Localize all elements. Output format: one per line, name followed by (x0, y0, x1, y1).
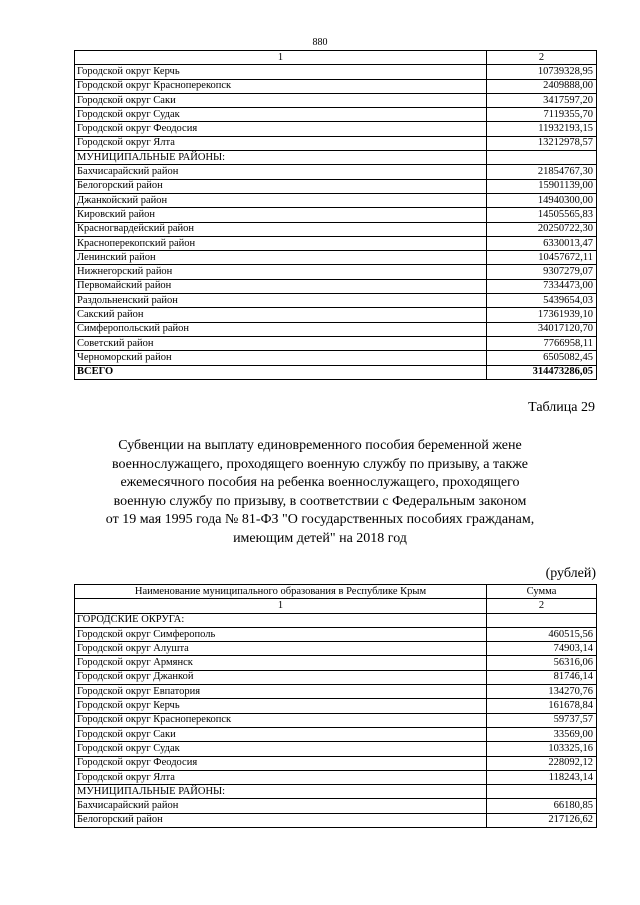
column-number-2: 2 (487, 51, 597, 65)
header-sum: Сумма (487, 585, 597, 599)
table-row (75, 108, 597, 122)
amount-value: 134270,76 (487, 685, 597, 699)
table-row (75, 236, 597, 250)
amount-value: 21854767,30 (487, 165, 597, 179)
table-row (75, 208, 597, 222)
amount-value: 10739328,95 (487, 65, 597, 79)
amount-value: 11932193,15 (487, 122, 597, 136)
amount-value: 14940300,00 (487, 193, 597, 207)
table-row (75, 813, 597, 827)
table-row (75, 308, 597, 322)
amount-value: 103325,16 (487, 742, 597, 756)
amount-value: 17361939,10 (487, 308, 597, 322)
table-row (75, 742, 597, 756)
amount-value: 56316,06 (487, 656, 597, 670)
amount-value: 2409888,00 (487, 79, 597, 93)
amount-value: 161678,84 (487, 699, 597, 713)
table-row (75, 351, 597, 365)
table-title (80, 437, 560, 548)
municipality-name: Городской округ Евпатория (75, 685, 487, 699)
municipality-name: Первомайский район (75, 279, 487, 293)
table-row (75, 685, 597, 699)
amount-value: 66180,85 (487, 799, 597, 813)
municipality-name: Городской округ Ялта (75, 136, 487, 150)
title-line: ежемесячного пособия на ребенка военнослужащего, проходящего (120, 475, 520, 490)
municipality-name: Городской округ Саки (75, 93, 487, 107)
municipality-name: Городской округ Керчь (75, 699, 487, 713)
amount-value: 13212978,57 (487, 136, 597, 150)
title-line: военнослужащего, проходящего военную службу по призыву, а также (112, 456, 528, 472)
table-row (75, 336, 597, 350)
municipality-name: Черноморский район (75, 351, 487, 365)
table-row (75, 770, 597, 784)
amount-value: 9307279,07 (487, 265, 597, 279)
municipality-name: Городской округ Алушта (75, 642, 487, 656)
municipality-name: Городской округ Саки (75, 727, 487, 741)
amount-value: 20250722,30 (487, 222, 597, 236)
table-row (75, 642, 597, 656)
table-row (75, 785, 597, 799)
title-line: военную службу по призыву, в соответствии с Федеральным законом (113, 493, 527, 509)
municipality-name: Бахчисарайский район (75, 165, 487, 179)
table-row (75, 699, 597, 713)
table-row (75, 727, 597, 741)
amount-value: 118243,14 (487, 770, 597, 784)
amount-value: 14505565,83 (487, 208, 597, 222)
table-row (75, 179, 597, 193)
municipality-name: ГОРОДСКИЕ ОКРУГА: (75, 613, 487, 627)
table-row (75, 279, 597, 293)
table-row (75, 193, 597, 207)
subsidy-table-29 (74, 584, 597, 828)
municipality-name: Раздольненский район (75, 294, 487, 308)
subsidy-table-continued (74, 50, 597, 380)
municipality-name: Городской округ Судак (75, 108, 487, 122)
column-number-row (75, 599, 597, 613)
table-row (75, 251, 597, 265)
header-row (75, 585, 597, 599)
municipality-name: Городской округ Симферополь (75, 627, 487, 641)
municipality-name: Советский район (75, 336, 487, 350)
municipality-name: Городской округ Джанкой (75, 670, 487, 684)
table-row (75, 65, 597, 79)
total-value: 314473286,05 (487, 365, 597, 379)
table-row (75, 656, 597, 670)
municipality-name: Городской округ Судак (75, 742, 487, 756)
total-row (75, 365, 597, 379)
municipality-name: Ленинский район (75, 251, 487, 265)
municipality-name: Сакский район (75, 308, 487, 322)
table-row (75, 294, 597, 308)
amount-value: 460515,56 (487, 627, 597, 641)
municipality-name: Красноперекопский район (75, 236, 487, 250)
amount-value: 7334473,00 (487, 279, 597, 293)
title-line: имеющим детей" на 2018 год (233, 530, 407, 546)
municipality-name: Городской округ Красноперекопск (75, 713, 487, 727)
table-row (75, 122, 597, 136)
amount-value: 7766958,11 (487, 336, 597, 350)
table-row (75, 613, 597, 627)
amount-value: 59737,57 (487, 713, 597, 727)
amount-value: 74903,14 (487, 642, 597, 656)
municipality-name: Джанкойский район (75, 193, 487, 207)
municipality-name: Бахчисарайский район (75, 799, 487, 813)
table-row (75, 322, 597, 336)
column-number-1: 1 (75, 51, 487, 65)
amount-value (487, 785, 597, 799)
amount-value: 6505082,45 (487, 351, 597, 365)
table-row (75, 265, 597, 279)
amount-value: 33569,00 (487, 727, 597, 741)
table-row (75, 136, 597, 150)
municipality-name: Городской округ Керчь (75, 65, 487, 79)
table-row (75, 222, 597, 236)
column-number-2: 2 (487, 599, 597, 613)
municipality-name: Городской округ Ялта (75, 770, 487, 784)
amount-value: 217126,62 (487, 813, 597, 827)
column-number-row (75, 51, 597, 65)
unit-label: (рублей) (545, 566, 596, 581)
table-row (75, 151, 597, 165)
title-line: Субвенции на выплату единовременного пособия беременной жене (118, 438, 522, 453)
title-line: от 19 мая 1995 года № 81-ФЗ "О государственных пособиях гражданам, (105, 512, 535, 527)
column-number-1: 1 (75, 599, 487, 613)
table-row (75, 79, 597, 93)
municipality-name: Городской округ Феодосия (75, 756, 487, 770)
amount-value (487, 613, 597, 627)
amount-value: 5439654,03 (487, 294, 597, 308)
page-number: 880 (312, 37, 328, 48)
municipality-name: Городской округ Красноперекопск (75, 79, 487, 93)
amount-value: 34017120,70 (487, 322, 597, 336)
table-row (75, 627, 597, 641)
municipality-name: Кировский район (75, 208, 487, 222)
amount-value: 3417597,20 (487, 93, 597, 107)
table-row (75, 799, 597, 813)
amount-value: 15901139,00 (487, 179, 597, 193)
amount-value: 6330013,47 (487, 236, 597, 250)
amount-value: 10457672,11 (487, 251, 597, 265)
table-row (75, 713, 597, 727)
table-row (75, 93, 597, 107)
table-row (75, 165, 597, 179)
amount-value: 7119355,70 (487, 108, 597, 122)
amount-value (487, 151, 597, 165)
municipality-name: Красногвардейский район (75, 222, 487, 236)
municipality-name: Белогорский район (75, 813, 487, 827)
header-name: Наименование муниципального образования в Республике Крым (75, 585, 487, 599)
amount-value: 81746,14 (487, 670, 597, 684)
municipality-name: Белогорский район (75, 179, 487, 193)
municipality-name: Городской округ Армянск (75, 656, 487, 670)
total-label: ВСЕГО (75, 365, 487, 379)
municipality-name: МУНИЦИПАЛЬНЫЕ РАЙОНЫ: (75, 785, 487, 799)
municipality-name: Нижнегорский район (75, 265, 487, 279)
table-label: Таблица 29 (528, 400, 595, 415)
amount-value: 228092,12 (487, 756, 597, 770)
table-row (75, 670, 597, 684)
municipality-name: Симферопольский район (75, 322, 487, 336)
municipality-name: Городской округ Феодосия (75, 122, 487, 136)
table-row (75, 756, 597, 770)
municipality-name: МУНИЦИПАЛЬНЫЕ РАЙОНЫ: (75, 151, 487, 165)
